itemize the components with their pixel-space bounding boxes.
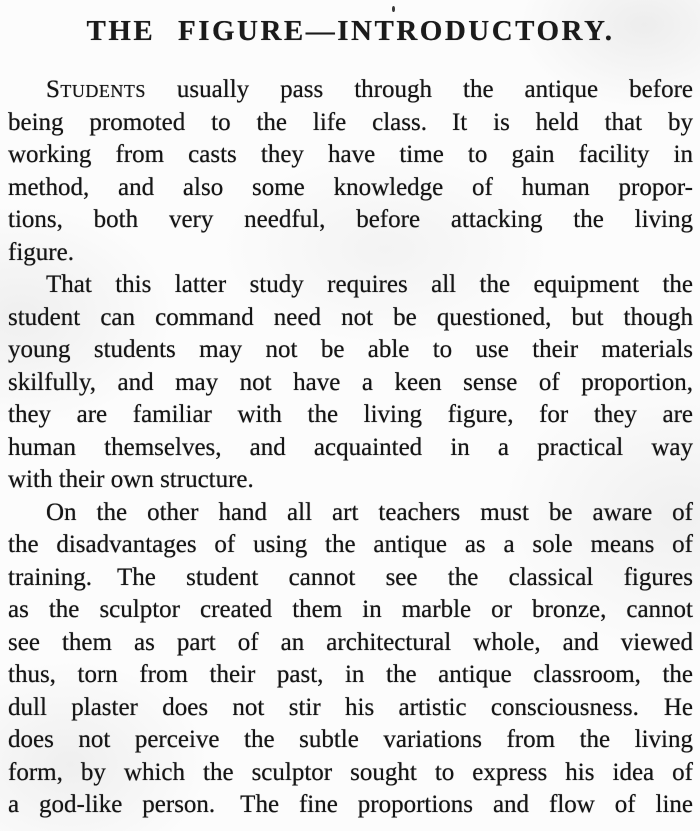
text-line: a god-like person. The fine proportions and flow of line [8, 791, 693, 818]
text-line: training. The student cannot see the classical figures [8, 563, 693, 591]
text-line: dull plaster does not stir his artistic consciousness. He [8, 693, 693, 721]
text-line: Students usually pass through the antique before [46, 76, 693, 103]
text-line: figure. [8, 238, 74, 266]
text-line: they are familiar with the living figure, for they are [8, 401, 693, 428]
text-line: tions, both very needful, before attacking the living [8, 206, 693, 233]
text-line: see them as part of an architectural whole, and viewed [8, 628, 693, 656]
text-line: student can command need not be questioned, but though [8, 303, 693, 331]
text-line: being promoted to the life class. It is held that by [8, 108, 693, 136]
text-line: young students may not be able to use their materials [8, 336, 693, 363]
text-line: with their own structure. [8, 466, 254, 493]
text-line: thus, torn from their past, in the antique classroom, the [8, 661, 693, 688]
page-title: THE FIGURE—INTRODUCTORY. [86, 15, 615, 47]
text-line: skilfully, and may not have a keen sense of proportion, [8, 368, 693, 396]
text-line: form, by which the sculptor sought to express his idea of [8, 758, 693, 786]
text-line: That this latter study requires all the equipment the [46, 271, 693, 298]
text-line: method, and also some knowledge of human propor- [8, 173, 693, 201]
text-line: the disadvantages of using the antique as a sole means of [8, 531, 693, 558]
text-line: does not perceive the subtle variations from the living [8, 726, 693, 753]
text-line: human themselves, and acquainted in a practical way [8, 433, 693, 461]
text-line: working from casts they have time to gain facility in [8, 141, 693, 168]
page-body [8, 74, 693, 822]
smallcaps-lead-word: Students [46, 76, 146, 103]
scan-speck [392, 6, 395, 12]
text-line: On the other hand all art teachers must be aware of [46, 498, 693, 526]
text-line: as the sculptor created them in marble or bronze, cannot [8, 596, 693, 623]
